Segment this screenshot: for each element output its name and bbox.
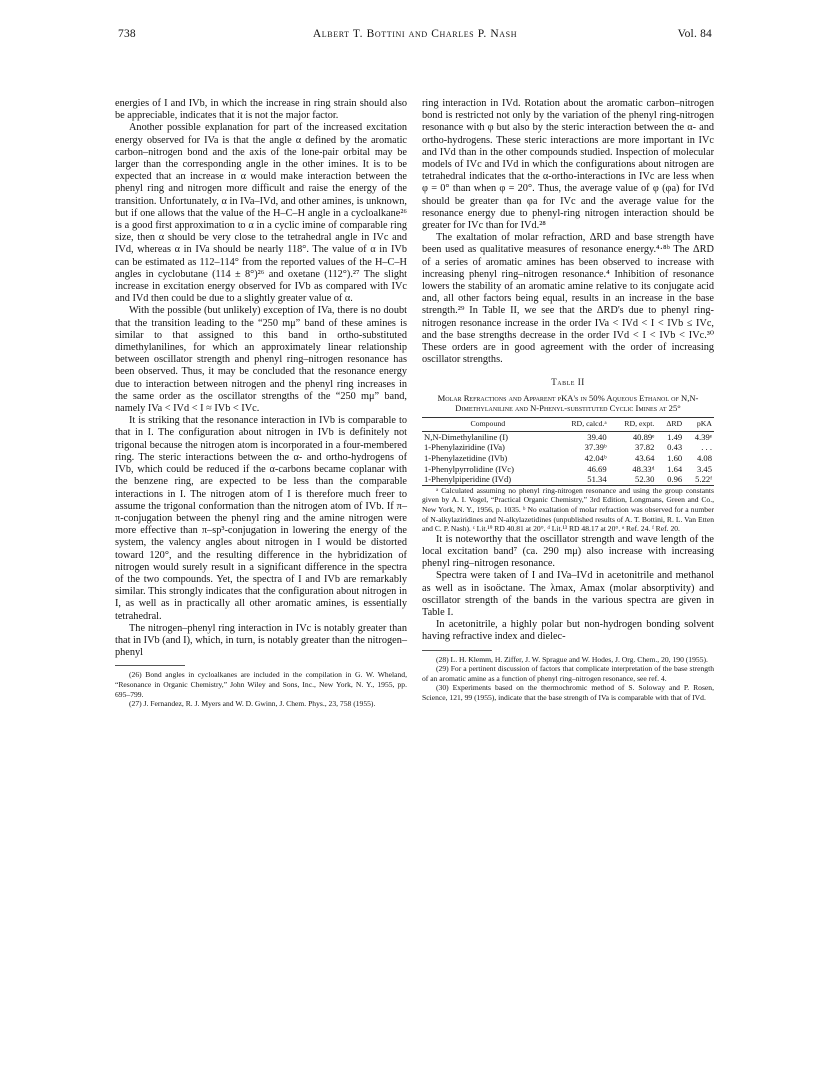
footnote-divider bbox=[422, 650, 492, 651]
table-row bbox=[422, 474, 714, 485]
page-number: 738 bbox=[118, 28, 136, 40]
table-cell: 1.49 bbox=[667, 431, 683, 442]
table-cell: 40.89ᵉ bbox=[632, 431, 655, 442]
table-cell: 4.39ᵉ bbox=[694, 431, 712, 442]
table-cell: 37.82 bbox=[635, 442, 655, 453]
column-header: RD, calcd.ᵃ bbox=[554, 418, 609, 432]
page-header bbox=[118, 28, 712, 44]
table-cell: 5.22ᶠ bbox=[695, 474, 712, 485]
column-header: pKA bbox=[684, 418, 714, 432]
table-cell: 1-Phenylaziridine (IVa) bbox=[424, 442, 505, 453]
running-authors: Albert T. Bottini and Charles P. Nash bbox=[312, 28, 518, 40]
footnote: (26) Bond angles in cycloalkanes are included in the compilation in G. W. Wheland, “Resonance in Organic Chemistry,” John Wiley and Sons, Inc., New York, N. Y., 1955, pp. 695–799. bbox=[115, 670, 407, 699]
paragraph: Spectra were taken of I and IVa–IVd in acetonitrile and methanol as well as in isoöctane. The λmax, Amax (molar absorptivity) and oscillator strength of the bands in the various spectra are given in Table I. bbox=[422, 570, 714, 619]
table-cell: 1-Phenylazetidine (IVb) bbox=[424, 453, 508, 464]
table-row bbox=[422, 442, 714, 453]
table-caption: Table II bbox=[551, 377, 585, 388]
table-cell: 42.04ᵇ bbox=[584, 453, 607, 464]
paragraph: energies of I and IVb, in which the increase in ring strain should also be appreciable, indicates that it is not the major factor. bbox=[115, 98, 407, 122]
paragraph: With the possible (but unlikely) exception of IVa, there is no doubt that the transition leading to the “250 mμ” band of these amines is similar to that assigned to this band in ortho-substituted dimethylanilines, for which an approximately linear relationship between oscillator strength and phenyl ring–nitrogen resonance has been observed. Thus, it may be concluded that the resonance energy due to interaction between nitrogen and the phenyl ring increases in the same order as the oscillator strengths of the “250 mμ” band, namely IVa < IVd < I ≈ IVb < IVc. bbox=[115, 305, 407, 415]
footnote: (29) For a pertinent discussion of factors that complicate interpretation of the base strength of an aromatic amine as a function of phenyl ring–nitrogen resonance, see ref. 4. bbox=[422, 664, 714, 683]
table-cell: 0.96 bbox=[667, 474, 683, 485]
table-cell: 1-Phenylpyrrolidine (IVc) bbox=[424, 463, 514, 474]
table-cell: 0.43 bbox=[667, 442, 683, 453]
paragraph: The exaltation of molar refraction, ΔRD and base strength have been used as qualitative measures of resonance energy.⁴·⁸ᵇ The ΔRD of a series of aromatic amines has been observed to increase with increasing phenyl ring–nitrogen resonance.⁴ Inhibition of resonance lowers the stability of an aromatic amine relative to its conjugate acid and, all other factors being equal, results in an increase in the base strength.²⁹ In Table II, we see that the ΔRD's due to phenyl ring-nitrogen resonance increase in the order IVa < IVd < I < IVb ≤ IVc, and the base strengths decrease in the order IVd < I < IVb < IVc.³⁰ These orders are in good agreement with the order of increasing oscillator strengths. bbox=[422, 232, 714, 366]
paragraph: It is striking that the resonance interaction in IVb is comparable to that in I. The configuration about nitrogen in IVb is definitely not trigonal because the nitrogen atom is incorporated in a four-membered ring. The steric interactions between the α- and ortho-hydrogens of IVb, which could be reduced if the α-carbons became coplanar with the benzene ring, are expected to be less than the comparable interactions in I. The nitrogen atom of I is therefore much freer to assume the trigonal conformation than the nitrogen atom of IVb. If π–π-conjugation between the phenyl ring and the amine nitrogen were more effective than π–sp³-conjugation in lowering the energy of the system, the valency angles about nitrogen in I would be distorted toward 120°, and the resulting difference in the hybridization of nitrogen would surely result in a significant difference in the spectra of the two compounds. Yet, the spectra of I and IVb are remarkably similar. This strongly indicates that the configuration about nitrogen in I, as well as in practically all other aromatic amines, is essentially tetrahedral. bbox=[115, 415, 407, 622]
table-row bbox=[422, 464, 714, 475]
paragraph: It is noteworthy that the oscillator strength and wave length of the local excitation band⁷ (ca. 290 mμ) also increase with increasing phenyl ring–nitrogen resonance. bbox=[422, 533, 714, 570]
table-cell: 51.34 bbox=[587, 474, 607, 485]
table-cell: . . . bbox=[701, 442, 712, 453]
table-cell: 43.64 bbox=[635, 453, 655, 464]
table-cell: 4.08 bbox=[696, 453, 712, 464]
footnote: (27) J. Fernandez, R. J. Myers and W. D. Gwinn, J. Chem. Phys., 23, 758 (1955). bbox=[129, 699, 376, 709]
left-column bbox=[115, 98, 407, 709]
molar-refraction-table bbox=[422, 417, 714, 486]
footnote-divider bbox=[115, 665, 185, 666]
table-cell: 1.60 bbox=[667, 453, 683, 464]
right-column bbox=[422, 98, 714, 703]
paragraph: ring interaction in IVd. Rotation about the aromatic carbon–nitrogen bond is restricted not only by the variation of the phenyl ring-nitrogen resonance with φ but also by the steric interaction between the α- and ortho-hydrogens. These steric interactions are more important in IVc and IVd than in the other compounds studied. Inspection of molecular models of IVc and IVd in which the configurations about nitrogen are tetrahedral indicates that the α-ortho-interactions in IVc are less when φ = 0° than when φ = 20°. Thus, the average value of φ (φa) for IVd should be greater than φa for IVc and the average value for the resonance energy due to phenyl-ring nitrogen interaction should be greater for IVc than for IVd.²⁸ bbox=[422, 98, 714, 232]
paragraph: The nitrogen–phenyl ring interaction in IVc is notably greater than that in IVb (and I), which, in turn, is notably greater than the nitrogen–phenyl bbox=[115, 622, 407, 659]
volume-label: Vol. 84 bbox=[677, 28, 712, 40]
table-cell: 48.33ᵈ bbox=[632, 463, 655, 474]
table-row bbox=[422, 431, 714, 442]
paragraph: Another possible explanation for part of the increased excitation energy observed for IVa is that the angle α defined by the aromatic carbon–nitrogen bond and the axis of the lone-pair orbital may be larger than the corresponding angle in the other imines. It is to be expected that an increase in α would make interaction between the phenyl ring and nitrogen more difficult and raise the energy of the transition. Unfortunately, α in IVa–IVd, and other amines, is unknown, but if one allows that the value of the H–C–H angle in a cycloalkane²⁶ is a good first approximation to α in a cyclic imine of comparable ring size, then α should be very close to the tetrahedral angle in IVc and IVd, whereas α in IVa should be nearly 118°. The value of α in IVb can be estimated as 112–114° from the reported values of the H–C–H angles in cyclobutane (114 ± 8°)²⁶ and oxetane (112°).²⁷ The slight increase in excitation energy observed for IVb as compared with IVc and IVd then could be due to a slightly greater value of α. bbox=[115, 122, 407, 305]
table-cell: 52.30 bbox=[635, 474, 655, 485]
table-cell: 37.39ᵇ bbox=[584, 442, 607, 453]
table-notes: ᵃ Calculated assuming no phenyl ring-nitrogen resonance and using the group constants given by A. I. Vogel, “Practical Organic Chemistry,” 3rd Edition, Longmans, Green and Co., New York, N. Y., 1956, p. 1035. ᵇ No exaltation of molar refraction was observed for a number of N-alkylaziridines and N-alkylazetidines (unpublished results of A. T. Bottini, R. L. Van Etten and C. P. Nash). ᶜ Lit.¹⁹ RD 40.81 at 20°. ᵈ Lit.¹³ RD 48.17 at 20°. ᵉ Ref. 24. ᶠ Ref. 20. bbox=[422, 485, 714, 534]
table-cell: 39.40 bbox=[587, 431, 607, 442]
table-cell: 1-Phenylpiperidine (IVd) bbox=[424, 474, 512, 485]
footnote: (28) L. H. Klemm, H. Ziffer, J. W. Sprague and W. Hodes, J. Org. Chem., 20, 190 (1955). bbox=[436, 654, 708, 664]
paragraph: In acetonitrile, a highly polar but non-hydrogen bonding solvent having refractive index and dielec- bbox=[422, 619, 714, 643]
table-row bbox=[422, 453, 714, 464]
table-cell: 46.69 bbox=[587, 463, 607, 474]
table-cell: 3.45 bbox=[696, 463, 712, 474]
column-header: ΔRD bbox=[656, 418, 684, 432]
table-title: Molar Refractions and Apparent pKA's in 50% Aqueous Ethanol of N,N-Dimethylaniline and N-Phenyl-substituted Cyclic Imines at 25° bbox=[437, 392, 699, 414]
table-header-row bbox=[422, 418, 714, 432]
table-cell: 1.64 bbox=[667, 463, 683, 474]
footnote: (30) Experiments based on the thermochromic method of S. Soloway and P. Rosen, Science, 121, 99 (1955), indicate that the base strength of IVa is comparable with that of IVd. bbox=[422, 683, 714, 702]
table-cell: N,N-Dimethylaniline (I) bbox=[424, 431, 509, 442]
column-header: RD, expt. bbox=[609, 418, 657, 432]
column-header: Compound bbox=[422, 418, 554, 432]
